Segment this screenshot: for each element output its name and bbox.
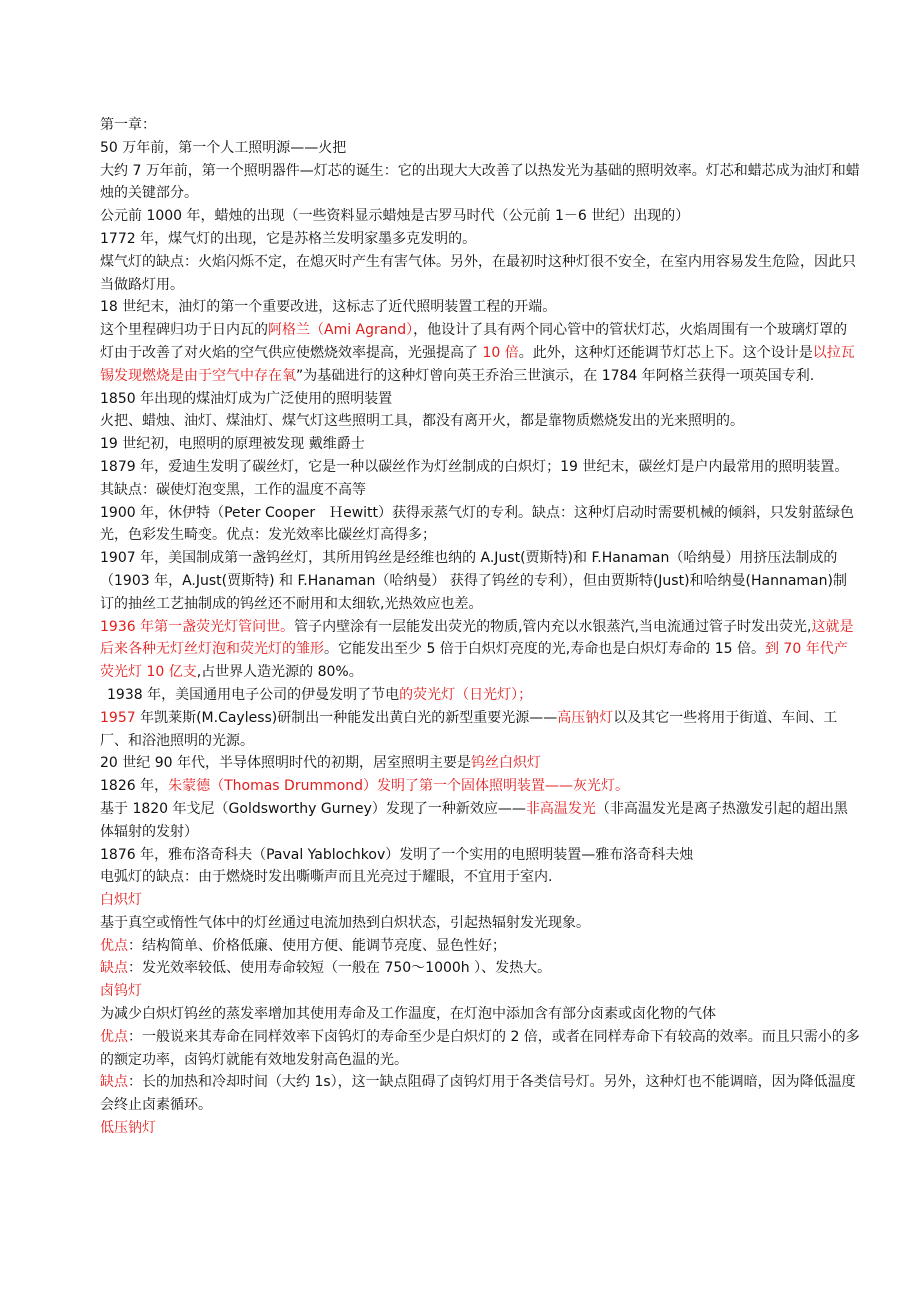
- highlighted-text: 到 70 年代产荧光灯 10 亿支: [100, 641, 848, 681]
- text-run: 基于真空或惰性气体中的灯丝通过电流加热到白炽状态，引起热辐射发光现象。: [100, 914, 590, 931]
- paragraph: [100, 296, 860, 319]
- text-run: ：长的加热和冷却时间（大约 1s），这一缺点阻碍了卤钨灯用于各类信号灯。另外，这种灯也不能调暗，因为降低温度会终止卤素循环。: [100, 1074, 856, 1114]
- text-run: 煤气灯的缺点：火焰闪烁不定，在熄灭时产生有害气体。另外，在最初时这种灯很不安全，在室内用容易发生危险，因此只当做路灯用。: [100, 253, 856, 293]
- text-run: 1907 年，美国制成第一盏钨丝灯，其所用钨丝是经维也纳的 A.Just(贾斯特)和 F.Hanaman（哈纳曼）用挤压法制成的（1903 年，A.Just(贾斯特) 和 F.Hanaman（哈纳曼） 获得了钨丝的专利），但由贾斯特(Just)和哈纳曼(Hannaman)制订的抽丝工艺抽制成的钨丝还不耐用和太细软,光热效应也差。: [100, 550, 847, 612]
- text-run: 大约 7 万年前，第一个照明器件—灯芯的诞生：它的出现大大改善了以热发光为基础的照明效率。灯芯和蜡芯成为油灯和蜡烛的关键部分。: [100, 162, 860, 202]
- text-run: 18 世纪末，油灯的第一个重要改进，这标志了近代照明装置工程的开端。: [100, 299, 557, 316]
- text-run: 。它能发出至少 5 倍于白炽灯亮度的光,寿命也是白炽灯寿命的 15 倍。: [324, 641, 765, 658]
- text-run: 以及其它一些将用于街道、车间、工厂、和浴池照明的光源。: [100, 709, 838, 749]
- highlighted-text: 高压钠灯: [557, 709, 614, 726]
- paragraph: [100, 775, 860, 798]
- highlighted-text: 优点: [100, 1028, 128, 1045]
- text-run: 1826 年，: [100, 778, 169, 795]
- text-run: 管子内壁涂有一层能发出荧光的物质,管内充以水银蒸汽,当电流通过管子时发出荧光,: [294, 618, 812, 635]
- paragraph: [100, 160, 860, 206]
- paragraph: [100, 616, 860, 684]
- paragraph: [100, 410, 860, 433]
- text-run: 50 万年前，第一个人工照明源——火把: [100, 139, 347, 156]
- text-run: 基于 1820 年戈尼（Goldsworthy Gurney）发现了一种新效应——: [100, 800, 526, 817]
- paragraph: [100, 980, 860, 1003]
- paragraph: [100, 844, 860, 867]
- highlighted-text: 白炽灯: [100, 892, 142, 909]
- paragraph: [100, 1117, 860, 1140]
- paragraph: [100, 547, 860, 615]
- text-run: 19 世纪初，电照明的原理被发现 戴维爵士: [100, 436, 365, 453]
- paragraph: [100, 114, 860, 137]
- highlighted-text: 钨丝白炽灯: [470, 755, 541, 772]
- text-run: 20 世纪 90 年代，半导体照明时代的初期，居室照明主要是: [100, 755, 471, 772]
- paragraph: [100, 1026, 860, 1072]
- text-run: （非高温发光是离子热激发引起的超出黑体辐射的发射）: [100, 800, 848, 840]
- text-run: 年凯莱斯(M.Cayless)研制出一种能发出黄白光的新型重要光源——: [135, 709, 558, 726]
- paragraph: [100, 935, 860, 958]
- paragraph: [100, 251, 860, 297]
- paragraph: [100, 319, 860, 387]
- paragraph: [100, 957, 860, 980]
- paragraph: [100, 912, 860, 935]
- text-run: 1879 年，爱迪生发明了碳丝灯，它是一种以碳丝作为灯丝制成的白炽灯；19 世纪末，碳丝灯是户内最常用的照明装置。其缺点：碳使灯泡变黑，工作的温度不高等: [100, 458, 849, 498]
- highlighted-text: 以拉瓦锡发现燃烧是由于空气中存在氧: [100, 344, 855, 384]
- text-run: 这个里程碑归功于日内瓦的: [100, 322, 268, 339]
- document-body: [100, 114, 860, 1140]
- paragraph: [100, 707, 860, 753]
- highlighted-text: 缺点: [100, 1074, 128, 1091]
- highlighted-text: 的荧光灯（日光灯）；: [399, 686, 533, 703]
- highlighted-text: 这就是后来各种无灯丝灯泡和荧光灯的雏形: [100, 618, 854, 658]
- highlighted-text: 低压钠灯: [100, 1120, 156, 1137]
- text-run: 第一章：: [100, 117, 156, 133]
- paragraph: [100, 1071, 860, 1117]
- paragraph: [100, 798, 860, 844]
- paragraph: [100, 684, 860, 707]
- text-run: ，他设计了具有两个同心管中的管状灯芯，火焰周围有一个玻璃灯罩的灯由于改善了对火焰的空气供应使燃烧效率提高，光强提高了: [100, 322, 848, 361]
- paragraph: [100, 1003, 860, 1026]
- text-run: 为减少白炽灯钨丝的蒸发率增加其使用寿命及工作温度，在灯泡中添加含有部分卤素或卤化物的气体: [100, 1006, 716, 1023]
- text-run: 1772 年，煤气灯的出现，它是苏格兰发明家墨多克发明的。: [100, 230, 477, 247]
- paragraph: [100, 866, 860, 889]
- text-run: ：一般说来其寿命在同样效率下卤钨灯的寿命至少是白炽灯的 2 倍，或者在同样寿命下有较高的效率。而且只需小的多的额定功率，卤钨灯就能有效地发射高色温的光。: [100, 1028, 860, 1068]
- paragraph: [100, 205, 860, 228]
- paragraph: [100, 889, 860, 912]
- paragraph: [100, 456, 860, 502]
- highlighted-text: 非高温发光: [525, 800, 596, 817]
- paragraph: [100, 502, 860, 548]
- highlighted-text: 缺点: [100, 960, 128, 977]
- text-run: ,占世界人造光源的 80%。: [196, 664, 363, 681]
- text-run: 公元前 1000 年，蜡烛的出现（一些资料显示蜡烛是古罗马时代（公元前 1－6 世纪）出现的）: [100, 208, 690, 225]
- text-run: 电弧灯的缺点：由于燃烧时发出嘶嘶声而且光亮过于耀眼，不宜用于室内.: [100, 869, 553, 886]
- text-run: 1900 年，休伊特（Peter Cooper Ｈewitt）获得汞蒸气灯的专利。缺点：这种灯启动时需要机械的倾斜，只发射蓝绿色光，色彩发生畸变。优点：发光效率比碳丝灯高得多；: [100, 504, 855, 544]
- text-run: 1938 年，美国通用电子公司的伊曼发明了节电: [107, 686, 400, 703]
- text-run: ：结构简单、价格低廉、使用方便、能调节亮度、显色性好；: [128, 937, 506, 954]
- highlighted-text: 10 倍: [482, 344, 519, 361]
- paragraph: [100, 752, 860, 775]
- highlighted-text: 1936 年第一盏荧光灯管问世。: [100, 618, 295, 635]
- paragraph: [100, 388, 860, 411]
- highlighted-text: 1957: [100, 709, 136, 726]
- paragraph: [100, 137, 860, 160]
- text-run: 1850 年出现的煤油灯成为广泛使用的照明装置: [100, 390, 393, 407]
- text-run: ：发光效率较低、使用寿命较短（一般在 750～1000h ）、发热大。: [128, 960, 552, 977]
- highlighted-text: 优点: [100, 937, 128, 954]
- highlighted-text: 阿格兰（Ami Agrand）: [268, 322, 414, 339]
- text-run: ”为基础进行的这种灯曾向英王乔治三世演示，在 1784 年阿格兰获得一项英国专利.: [296, 367, 815, 384]
- paragraph: [100, 228, 860, 251]
- paragraph: [100, 433, 860, 456]
- text-run: 。此外，这种灯还能调节灯芯上下。这个设计是: [518, 344, 813, 361]
- highlighted-text: 朱蒙德（Thomas Drummond）发明了第一个固体照明装置——灰光灯。: [168, 778, 630, 795]
- text-run: 火把、蜡烛、油灯、煤油灯、煤气灯这些照明工具，都没有离开火，都是靠物质燃烧发出的光来照明的。: [100, 413, 744, 430]
- highlighted-text: 卤钨灯: [100, 983, 142, 1000]
- text-run: 1876 年，雅布洛奇科夫（Paval Yablochkov）发明了一个实用的电照明装置—雅布洛奇科夫烛: [100, 846, 694, 863]
